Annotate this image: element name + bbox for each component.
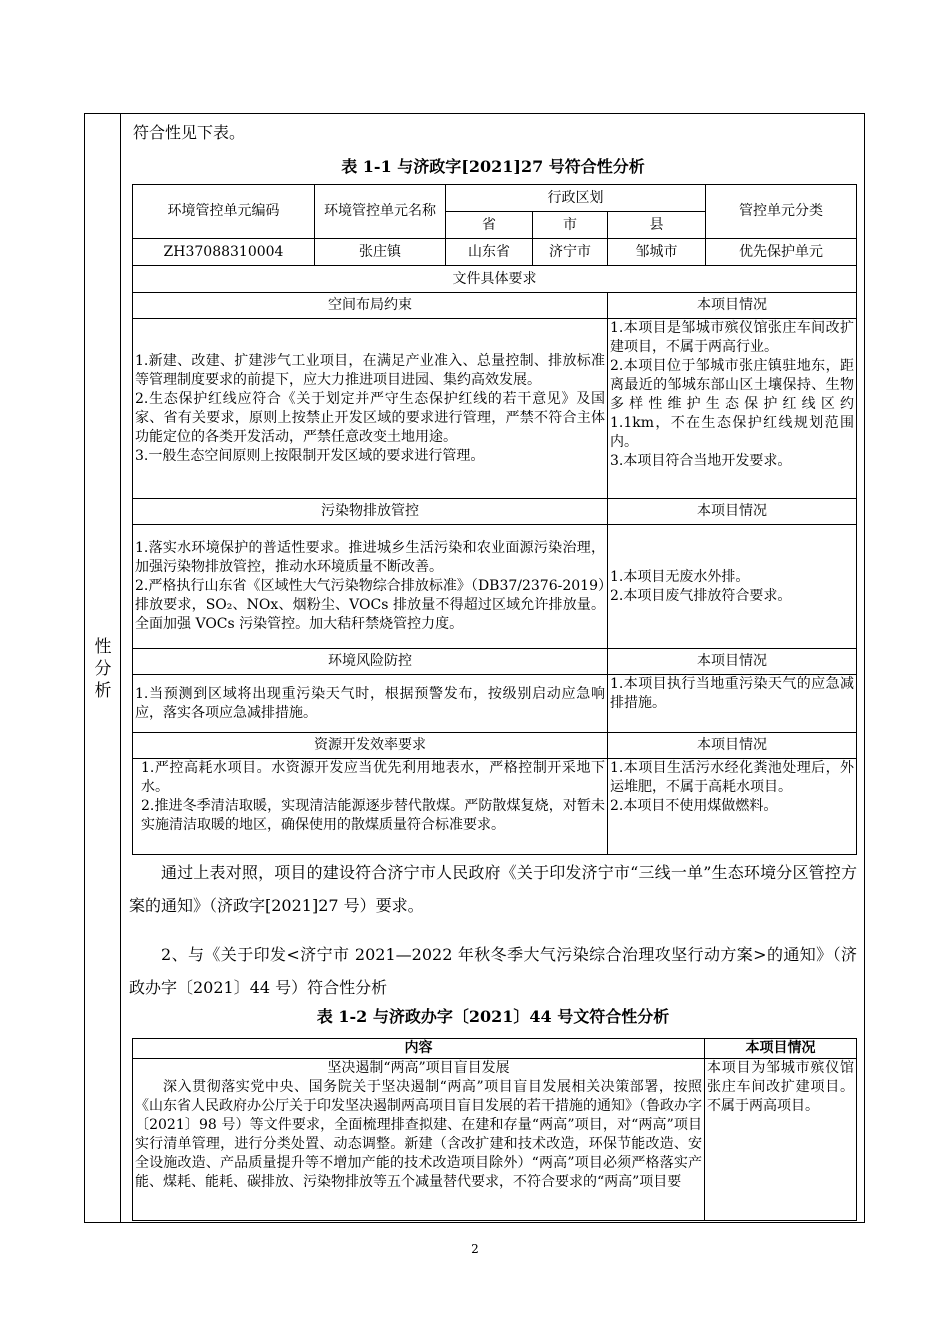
content-subtitle: 坚决遏制“两高”项目盲目发展 (327, 1060, 510, 1076)
section-situation: 1.本项目执行当地重污染天气的应急减排措施。 (608, 675, 857, 733)
section-situation: 1.本项目无废水外排。 2.本项目废气排放符合要求。 (608, 525, 857, 649)
side-label-text: 性分析 (94, 637, 112, 701)
col-code-header: 环境管控单元编码 (133, 185, 315, 239)
table1 (132, 184, 857, 855)
paragraph-2: 2、与《关于印发<济宁市 2021—2022 年秋冬季大气污染综合治理攻坚行动方案>的通知》（济政办字〔2021〕44 号）符合性分析 (129, 945, 857, 997)
side-label (85, 636, 121, 702)
section-requirement: 1.新建、改建、扩建涉气工业项目，在满足产业准入、总量控制、排放标准等管理制度要求的前提下，应大力推进项目进园、集约高效发展。 2.生态保护红线应符合《关于划定并严守生态保护红线的若干意见》及国家、省有关要求，原则上按禁止开发区域的要求进行管理，严禁不符合主体功能定位的各类开发活动，严禁任意改变土地用途。 3.一般生态空间原则上按限制开发区域的要求进行管理。 (133, 319, 608, 499)
row-province: 山东省 (446, 239, 533, 266)
content-cell (133, 1059, 705, 1221)
paragraph-1: 通过上表对照，项目的建设符合济宁市人民政府《关于印发济宁市“三线一单”生态环境分区管控方案的通知》（济政字[2021]27 号）要求。 (129, 863, 857, 915)
project-cell: 本项目为邹城市殡仪馆张庄车间改扩建项目。不属于两高项目。 (705, 1059, 857, 1221)
project-header: 本项目情况 (608, 293, 857, 319)
project-header: 本项目情况 (608, 733, 857, 759)
page-number: 2 (471, 1242, 479, 1256)
intro-text: 符合性见下表。 (133, 123, 246, 142)
row-name: 张庄镇 (315, 239, 446, 266)
section-title: 污染物排放管控 (133, 499, 608, 525)
section-requirement: 1.当预测到区域将出现重污染天气时，根据预警发布，按级别启动应急响应，落实各项应急减排措施。 (133, 675, 608, 733)
table2-title: 表 1-2 与济政办字〔2021〕44 号文符合性分析 (316, 1007, 670, 1026)
col-name-header: 环境管控单元名称 (315, 185, 446, 239)
section-title: 资源开发效率要求 (133, 733, 608, 759)
section-requirement: 1.严控高耗水项目。水资源开发应当优先利用地表水，严格控制开采地下水。 2.推进冬季清洁取暖，实现清洁能源逐步替代散煤。严防散煤复烧，对暂未实施清洁取暖的地区，确保使用的散煤质量符合标准要求。 (133, 759, 608, 855)
req-header: 文件具体要求 (133, 266, 857, 293)
section-title: 环境风险防控 (133, 649, 608, 675)
section-requirement: 1.落实水环境保护的普适性要求。推进城乡生活污染和农业面源污染治理，加强污染物排放管控，推动水环境质量不断改善。 2.严格执行山东省《区域性大气污染物综合排放标准》（DB37/2376-2019）排放要求，SO₂、NOx、烟粉尘、VOCs 排放量不得超过区域允许排放量。全面加强 VOCs 污染管控。加大秸秆禁烧管控力度。 (133, 525, 608, 649)
page-frame (84, 113, 865, 1223)
row-category: 优先保护单元 (706, 239, 857, 266)
table1-title: 表 1-1 与济政字[2021]27 号符合性分析 (341, 157, 645, 176)
col-province-header: 省 (446, 212, 533, 239)
section-situation: 1.本项目生活污水经化粪池处理后，外运堆肥，不属于高耗水项目。 2.本项目不使用煤做燃料。 (608, 759, 857, 855)
content-text: 深入贯彻落实党中央、国务院关于坚决遏制“两高”项目盲目发展相关决策部署，按照《山东省人民政府办公厅关于印发坚决遏制两高项目盲目发展的若干措施的通知》（鲁政办字〔2021〕98 号）等文件要求，全面梳理排查拟建、在建和存量“两高”项目，对“两高”项目实行清单管理，进行分类处置、动态调整。新建（含改扩建和技术改造，环保节能改造、安全设施改造、产品质量提升等不增加产能的技术改造项目除外）“两高”项目必须严格落实产能、煤耗、能耗、碳排放、污染物排放等五个减量替代要求，不符合要求的“两高”项目要 (135, 1079, 702, 1190)
project-header: 本项目情况 (608, 499, 857, 525)
side-column (85, 114, 121, 1222)
col-content-header: 内容 (133, 1039, 705, 1059)
table2 (132, 1038, 857, 1221)
col-region-header: 行政区划 (446, 185, 706, 212)
col-project-header: 本项目情况 (705, 1039, 857, 1059)
col-city-header: 市 (533, 212, 608, 239)
row-county: 邹城市 (608, 239, 706, 266)
section-situation: 1.本项目是邹城市殡仪馆张庄车间改扩建项目，不属于两高行业。 2.本项目位于邹城市张庄镇驻地东，距离最近的邹城东部山区土壤保持、生物多样性维护生态保护红线区约 1.1km，不在生态保护红线规划范围内。 3.本项目符合当地开发要求。 (608, 319, 857, 499)
row-city: 济宁市 (533, 239, 608, 266)
section-title: 空间布局约束 (133, 293, 608, 319)
col-county-header: 县 (608, 212, 706, 239)
row-code: ZH37088310004 (133, 239, 315, 266)
col-category-header: 管控单元分类 (706, 185, 857, 239)
project-header: 本项目情况 (608, 649, 857, 675)
